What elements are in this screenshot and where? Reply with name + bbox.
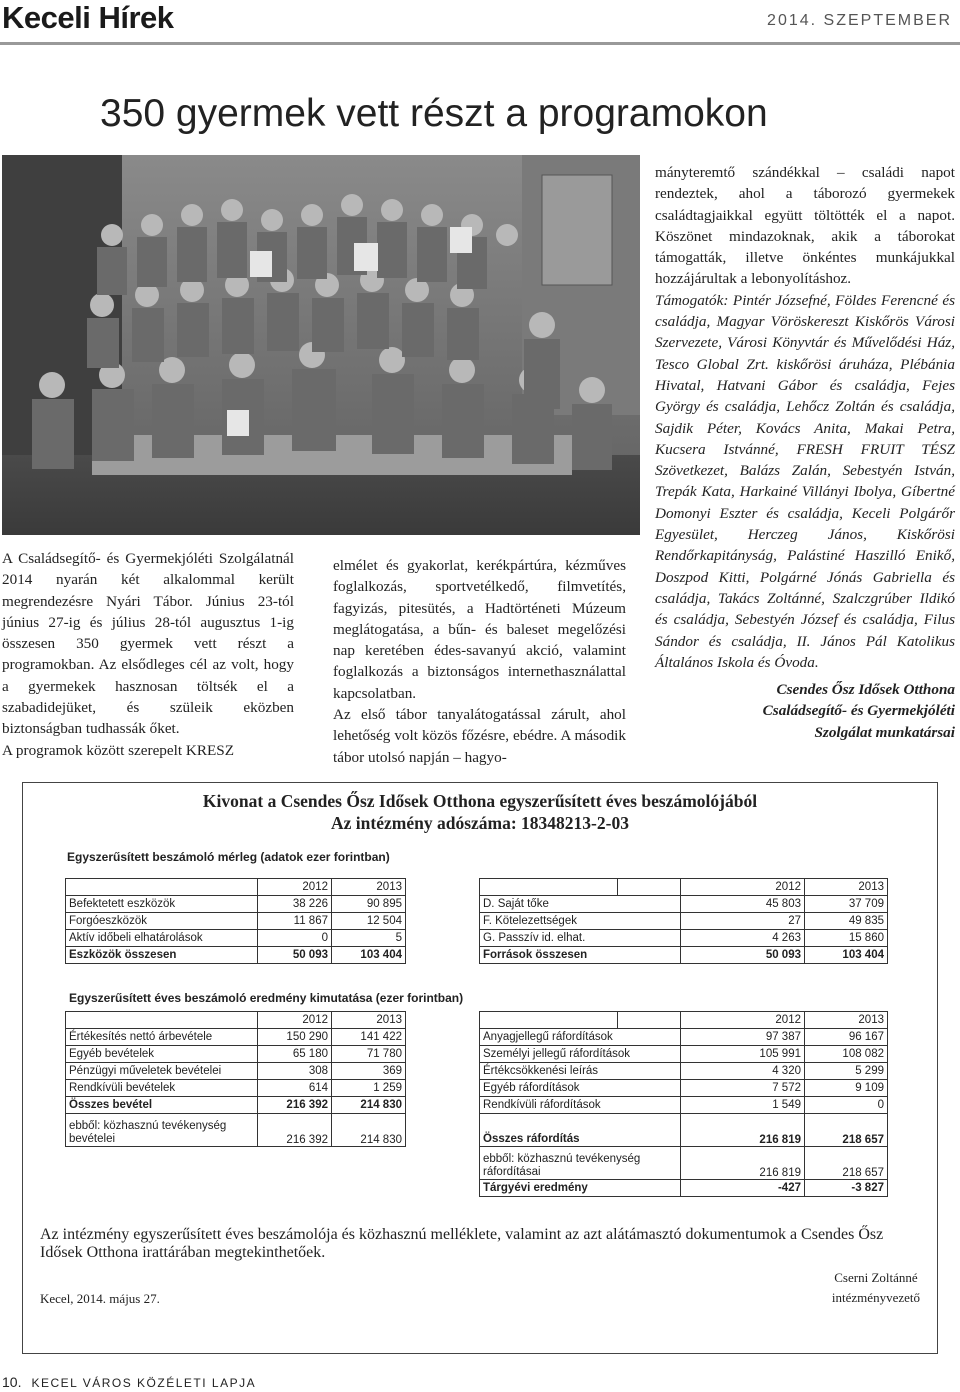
income-header-blank: [66, 1012, 258, 1029]
income-revenue-2012: 308: [258, 1063, 332, 1080]
balance-asset-label: Eszközök összesen: [66, 947, 258, 964]
balance-asset-2012: 0: [258, 930, 332, 947]
balance-liability-label: G. Passzív id. elhat.: [480, 930, 681, 947]
income-expense-label: Tárgyévi eredmény: [480, 1180, 681, 1197]
page-number: 10.: [2, 1374, 22, 1390]
balance-liability-2012: 45 803: [681, 896, 805, 913]
income-revenue-2012: 216 392: [258, 1114, 332, 1147]
balance-asset-2012: 11 867: [258, 913, 332, 930]
income-expense-2012: 97 387: [681, 1029, 805, 1046]
balance-sheet-label: Egyszerűsített beszámoló mérleg (adatok ezer forintban): [67, 850, 390, 864]
balance-year-2012: 2012: [258, 879, 332, 896]
article-column-1: [2, 548, 294, 761]
article-headline: 350 gyermek vett részt a programokon: [100, 92, 768, 135]
income-expense-2012: 4 320: [681, 1063, 805, 1080]
place-and-date: Kecel, 2014. május 27.: [40, 1291, 160, 1306]
income-year-2012: 2012: [258, 1012, 332, 1029]
balance-asset-2013: 5: [332, 930, 406, 947]
publication-name: KECEL VÁROS KÖZÉLETI LAPJA: [31, 1376, 257, 1390]
balance-liability-2013: 15 860: [805, 930, 888, 947]
balance-asset-2012: 50 093: [258, 947, 332, 964]
income-expense-2013: -3 827: [805, 1180, 888, 1197]
balance-asset-label: Aktív időbeli elhatárolások: [66, 930, 258, 947]
page-footer: [2, 1374, 256, 1390]
balance-asset-2013: 103 404: [332, 947, 406, 964]
income-expense-2013: 218 657: [805, 1147, 888, 1180]
income-statement-label: Egyszerűsített éves beszámoló eredmény kimutatása (ezer forintban): [69, 991, 464, 1005]
balance-row: [66, 930, 888, 947]
income-revenue-label: Egyéb bevételek: [66, 1046, 258, 1063]
balance-liability-label: Források összesen: [480, 947, 681, 964]
income-revenue-2012: 150 290: [258, 1029, 332, 1046]
income-expense-2013: 96 167: [805, 1029, 888, 1046]
balance-header-blank: [66, 879, 258, 896]
article-programs-list: elmélet és gyakorlat, kerékpártúra, kézműves foglalkozás, sportvetélkedő, filmvetítés, fagyizás, pitesütés, a Hadtörténeti Múzeum meglátogatása, a bűn- és baleset megelőzési nap keretében édes-savanyú akció, valamint foglalkozás a biztonságos internethasználattal kapcsolatban.: [333, 557, 626, 702]
income-row: [66, 1063, 888, 1080]
income-expense-2013: 108 082: [805, 1046, 888, 1063]
income-expense-label: Személyi jellegű ráfordítások: [480, 1046, 681, 1063]
income-revenue-label: Értékesítés nettó árbevétele: [66, 1029, 258, 1046]
income-revenue-2013: 141 422: [332, 1029, 406, 1046]
income-row: [66, 1080, 888, 1097]
income-expense-label: Értékcsökkenési leírás: [480, 1063, 681, 1080]
income-revenue-2013: 214 830: [332, 1114, 406, 1147]
income-revenue-2013: 71 780: [332, 1046, 406, 1063]
income-expense-2012: 105 991: [681, 1046, 805, 1063]
signature-line-3: Szolgálat munkatársai: [814, 723, 955, 741]
income-revenue-2012: 216 392: [258, 1097, 332, 1114]
balance-liability-2013: 49 835: [805, 913, 888, 930]
article-family-day: mányteremtő szándékkal – családi napot rendeztek, ahol a táborozó gyermekek családtagjaikkal együtt töltötték el a napot. Köszönet mindazoknak, akik a táborokat támogatták, illetve önkéntes munkájukkal hozzájárultak a lebonyolításhoz.: [655, 164, 955, 288]
balance-liability-label: F. Kötelezettségek: [480, 913, 681, 930]
income-row: [66, 1180, 888, 1197]
balance-sheet-table: [65, 878, 888, 964]
income-revenue-2012: 65 180: [258, 1046, 332, 1063]
income-row: [66, 1147, 888, 1180]
income-revenue-label: Összes bevétel: [66, 1097, 258, 1114]
balance-row: [66, 896, 888, 913]
issue-date: 2014. SZEPTEMBER: [767, 12, 952, 29]
masthead-title: Keceli Hírek: [2, 0, 174, 35]
balance-asset-2012: 38 226: [258, 896, 332, 913]
income-expense-label: Rendkívüli ráfordítások: [480, 1097, 681, 1114]
article-intro-paragraph: A Családsegítő- és Gyermekjóléti Szolgálatnál 2014 nyarán két alkalommal került megrendezésre Nyári Tábor. Június 23-tól június 27-ig és július 28-tól augusztus 1-ig összesen 350 gyermek vett részt a programokban. Az elsődleges cél az volt, hogy a gyermekek hasznosan töltsék el a szabadidejüket, és szüleik eközben biztonságban tudhassák őket.: [2, 550, 294, 738]
income-revenue-2013: 1 259: [332, 1080, 406, 1097]
balance-header-blank-right: [480, 879, 618, 896]
article-column-2: [333, 555, 626, 768]
balance-liability-label: D. Saját tőke: [480, 896, 681, 913]
income-expense-2012: -427: [681, 1180, 805, 1197]
income-expense-label: ebből: közhasznú tevékenység ráfordításai: [480, 1147, 681, 1180]
balance-liability-2012: 27: [681, 913, 805, 930]
balance-row: [66, 947, 888, 964]
balance-asset-2013: 12 504: [332, 913, 406, 930]
income-expense-2012: 216 819: [681, 1114, 805, 1147]
income-revenue-2012: 614: [258, 1080, 332, 1097]
report-tax-number: Az intézmény adószáma: 18348213-2-03: [331, 813, 629, 833]
article-programs-start: A programok között szerepelt KRESZ: [2, 741, 234, 759]
balance-asset-label: Forgóeszközök: [66, 913, 258, 930]
signature-line-1: Csendes Ősz Idősek Otthona: [776, 681, 955, 699]
balance-asset-label: Befektetett eszközök: [66, 896, 258, 913]
balance-liability-2013: 37 709: [805, 896, 888, 913]
income-revenue-label: Pénzügyi műveletek bevételei: [66, 1063, 258, 1080]
income-expense-label: Összes ráfordítás: [480, 1114, 681, 1147]
balance-liability-2012: 50 093: [681, 947, 805, 964]
income-revenue-2013: 214 830: [332, 1097, 406, 1114]
signature-line-2: Családsegítő- és Gyermekjóléti: [762, 702, 955, 720]
income-expense-2013: 218 657: [805, 1114, 888, 1147]
income-expense-2012: 216 819: [681, 1147, 805, 1180]
income-year-2013: 2013: [332, 1012, 406, 1029]
signer-name: Cserni Zoltánné: [834, 1270, 918, 1285]
income-year-2013-right: 2013: [805, 1012, 888, 1029]
balance-year-2013-right: 2013: [805, 879, 888, 896]
income-row: [66, 1029, 888, 1046]
income-revenue-label: ebből: közhasznú tevékenység bevételei: [66, 1114, 258, 1147]
supporters-list: Támogatók: Pintér Józsefné, Földes Ferencné és családja, Magyar Vöröskereszt Kiskőrös Városi Szervezete, Városi Könyvtár és Művelődési Ház, Tesco Global Zrt. kiskőrösi áruháza, Plébánia Hivatal, Hatvani Gábor és családja, Fejes György és családja, Lehőcz Zoltán és családja, Sajdik Péter, Kovács Anita, Makai Petra, Kucsera Istvánné, FRESH FRUIT TÉSZ Szövetkezet, Balázs Zalán, Sebestyén István, Trepák Kata, Harkainé Villányi Ibolya, Gíbertné Domonyi Eszter és családja, Keceli Polgárőr Egyesület, Herczeg János, Kiskőrösi Rendőrkapitányság, Palástiné Haszilló Enikő, Doszpod Kitti, Polgárné Jónás Gabriella és családja, Takács Zoltánné, Szalczgrúber Ildikó és családja, Sebestyén József és családja, Filus Sándor és családja, II. János Pál Katolikus Általános Iskola és Óvoda.: [655, 291, 955, 671]
signer-title: intézményvezető: [831, 1290, 920, 1305]
signer-block: [832, 1268, 920, 1308]
income-expense-2013: 5 299: [805, 1063, 888, 1080]
income-header-blank-right: [480, 1012, 618, 1029]
income-expense-label: Anyagjellegű ráfordítások: [480, 1029, 681, 1046]
income-revenue-2013: 369: [332, 1063, 406, 1080]
income-expense-label: Egyéb ráfordítások: [480, 1080, 681, 1097]
income-expense-2013: 9 109: [805, 1080, 888, 1097]
balance-asset-2013: 90 895: [332, 896, 406, 913]
income-expense-2012: 7 572: [681, 1080, 805, 1097]
report-footnote: Az intézmény egyszerűsített éves beszámolója és közhasznú melléklete, valamint az azt alátámasztó dokumentumok a Csendes Ősz Idősek Otthona irattárában megtekinthetőek.: [40, 1226, 884, 1261]
balance-row: [66, 913, 888, 930]
income-revenue-label: Rendkívüli bevételek: [66, 1080, 258, 1097]
balance-year-2012-right: 2012: [681, 879, 805, 896]
group-photo: [2, 155, 640, 535]
article-column-3: [655, 162, 955, 743]
income-expense-2012: 1 549: [681, 1097, 805, 1114]
income-row: [66, 1114, 888, 1147]
income-row: [66, 1046, 888, 1063]
report-title: Kivonat a Csendes Ősz Idősek Otthona egyszerűsített éves beszámolójából: [202, 791, 758, 811]
balance-year-2013: 2013: [332, 879, 406, 896]
income-year-2012-right: 2012: [681, 1012, 805, 1029]
balance-liability-2012: 4 263: [681, 930, 805, 947]
income-statement-table: [65, 1011, 888, 1197]
financial-report-box: [22, 782, 938, 1354]
income-expense-2013: 0: [805, 1097, 888, 1114]
article-camp-closing: Az első tábor tanyalátogatással zárult, ahol lehetőség volt közös főzésre, ebédre. A második tábor utolsó napján – hagyo-: [333, 706, 626, 766]
header-divider: [0, 42, 960, 45]
income-row: [66, 1097, 888, 1114]
balance-liability-2013: 103 404: [805, 947, 888, 964]
